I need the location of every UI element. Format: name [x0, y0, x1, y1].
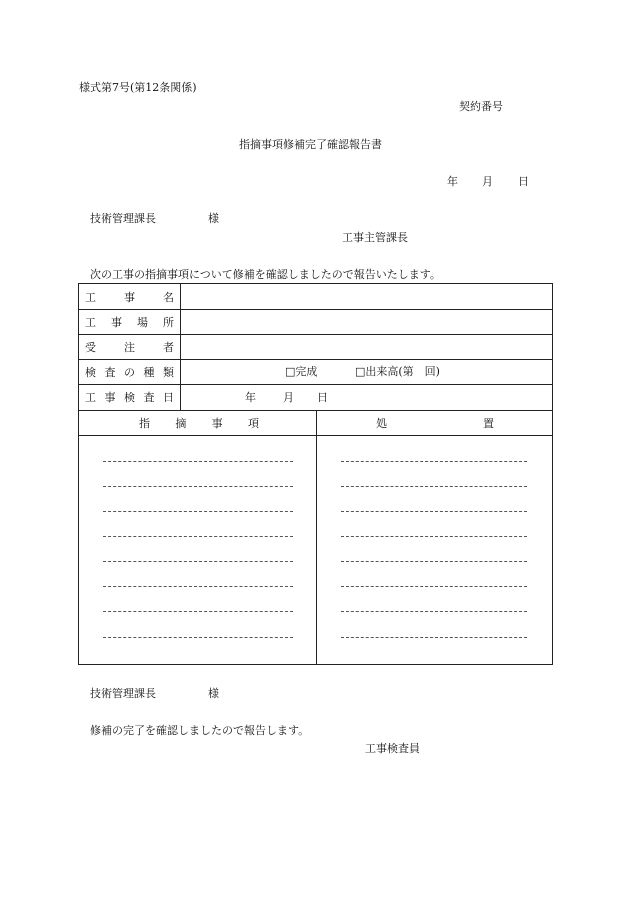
measures-header [376, 410, 494, 435]
label-char: 注 [124, 340, 135, 354]
inspection-date-year: 年 [245, 391, 256, 404]
findings-entry-line[interactable] [103, 637, 293, 638]
measures-entry-line[interactable] [341, 611, 527, 612]
option-partial-checkbox[interactable]: □出来高(第 回) [355, 365, 440, 378]
label-char: 検 [85, 365, 96, 379]
label-char: 工 [85, 391, 96, 404]
option-completion-checkbox[interactable]: □完成 [285, 365, 318, 378]
label-char: 査 [104, 365, 116, 379]
label-char: 類 [163, 365, 174, 379]
header-char: 指 [139, 416, 150, 430]
sender: 工事主管課長 [342, 231, 408, 244]
footer-addressee-honorific: 様 [208, 687, 219, 700]
label-char: 日 [163, 391, 174, 404]
findings-entry-line[interactable] [103, 486, 293, 487]
label-char: 工 [85, 290, 96, 304]
findings-entry-line[interactable] [103, 611, 293, 612]
label-char: 名 [163, 290, 174, 304]
label-char: 受 [85, 340, 96, 354]
findings-header [139, 410, 259, 435]
measures-entry-line[interactable] [341, 561, 527, 562]
row-label-inspection-type [79, 359, 180, 384]
measures-entry-line[interactable] [341, 511, 527, 512]
row-label-inspection-date [79, 384, 180, 410]
header-char: 処 [376, 416, 387, 430]
header-char: 置 [483, 416, 494, 430]
body-column-divider [316, 410, 317, 664]
contractor-field[interactable] [181, 334, 552, 359]
label-char: 検 [124, 391, 135, 404]
inspection-date-day: 日 [317, 391, 328, 404]
header-char: 項 [247, 416, 259, 430]
contract-number-label: 契約番号 [459, 100, 503, 113]
form-number: 様式第7号(第12条関係) [79, 81, 197, 94]
measures-entry-line[interactable] [341, 586, 527, 587]
label-char: 事 [104, 391, 116, 404]
row-label-contractor [79, 334, 180, 359]
construction-site-field[interactable] [181, 309, 552, 334]
addressee-title: 技術管理課長 [90, 212, 156, 225]
row-label-construction-site [79, 309, 180, 334]
label-char: 所 [163, 315, 174, 329]
row-divider [79, 435, 552, 436]
label-char: 事 [111, 315, 122, 329]
measures-entry-line[interactable] [341, 536, 527, 537]
date-day: 日 [518, 175, 529, 188]
findings-entry-line[interactable] [103, 461, 293, 462]
measures-entry-line[interactable] [341, 637, 527, 638]
date-year: 年 [447, 175, 458, 188]
row-label-construction-name [79, 284, 180, 309]
label-char: 査 [143, 391, 155, 404]
footer-addressee-title: 技術管理課長 [90, 687, 156, 700]
label-char: 種 [143, 365, 155, 379]
construction-name-field[interactable] [181, 284, 552, 309]
measures-entry-line[interactable] [341, 461, 527, 462]
findings-entry-line[interactable] [103, 536, 293, 537]
footer-signer: 工事検査員 [365, 742, 420, 755]
report-table [78, 283, 553, 665]
document-title: 指摘事項修補完了確認報告書 [239, 138, 382, 151]
measures-entry-line[interactable] [341, 486, 527, 487]
label-char: 工 [85, 315, 96, 329]
findings-entry-line[interactable] [103, 586, 293, 587]
header-char: 摘 [175, 416, 187, 430]
findings-entry-line[interactable] [103, 561, 293, 562]
label-char: 事 [124, 290, 135, 304]
label-char: 者 [163, 340, 174, 354]
intro-text: 次の工事の指摘事項について修補を確認しましたので報告いたします。 [90, 268, 441, 281]
date-month: 月 [482, 175, 493, 188]
addressee-honorific: 様 [208, 212, 219, 225]
inspection-date-month: 月 [283, 391, 294, 404]
header-char: 事 [211, 416, 223, 430]
label-char: の [124, 365, 135, 379]
findings-entry-line[interactable] [103, 511, 293, 512]
label-char: 場 [137, 315, 148, 329]
footer-statement: 修補の完了を確認しましたので報告します。 [90, 724, 310, 737]
